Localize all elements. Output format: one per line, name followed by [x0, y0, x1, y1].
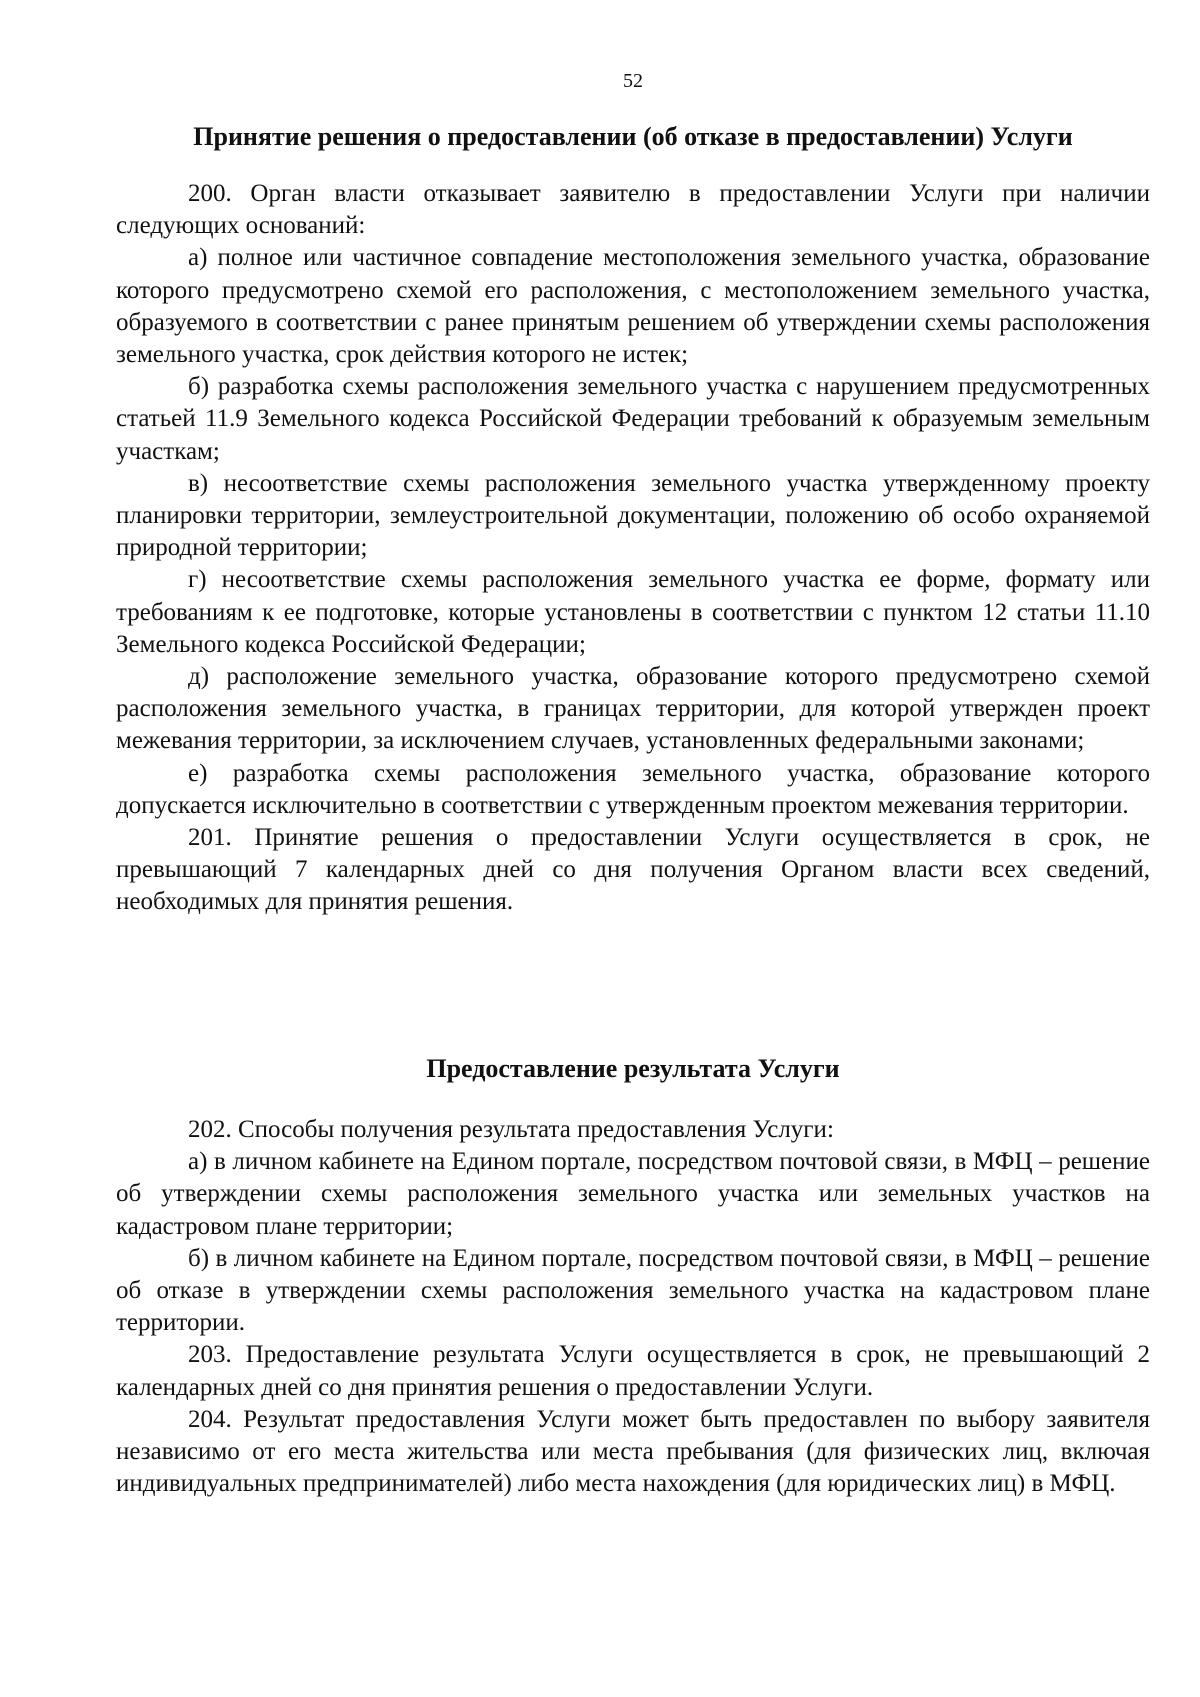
page-number: 52	[623, 70, 643, 92]
paragraph-202-a: а) в личном кабинете на Едином портале, посредством почтовой связи, в МФЦ – решение об утверждении схемы расположения земельного участка или земельных участков на кадастровом плане территории;	[116, 1148, 1150, 1240]
paragraph-204: 204. Результат предоставления Услуги может быть предоставлен по выбору заявителя независимо от его места жительства или места пребывания (для физических лиц, включая индивидуальных предпринимателей) либо места нахождения (для юридических лиц) в МФЦ.	[116, 1405, 1150, 1498]
paragraph-200-d: д) расположение земельного участка, образование которого предусмотрено схемой расположения земельного участка, в границах территории, для которой утвержден проект межевания территории, за исключением случаев, установленных федеральными законами;	[116, 663, 1150, 755]
paragraph-200: 200. Орган власти отказывает заявителю в предоставлении Услуги при наличии следующих оснований:	[116, 180, 1150, 240]
section-result	[116, 1054, 1150, 1500]
section-title: Предоставление результата Услуги	[426, 1054, 840, 1083]
paragraph-201: 201. Принятие решения о предоставлении Услуги осуществляется в срок, не превышающий 7 календарных дней со дня получения Органом власти всех сведений, необходимых для принятия решения.	[116, 824, 1150, 916]
document-page	[116, 0, 1150, 1697]
section-decision	[116, 122, 1150, 919]
paragraph-203: 203. Предоставление результата Услуги осуществляется в срок, не превышающий 2 календарных дней со дня принятия решения о предоставлении Услуги.	[116, 1341, 1150, 1401]
paragraph-200-a: а) полное или частичное совпадение местоположения земельного участка, образование которого предусмотрено схемой его расположения, с местоположением земельного участка, образуемого в соответствии с ранее принятым решением об утверждении схемы расположения земельного участка, срок действия которого не истек;	[116, 244, 1150, 369]
paragraph-200-b: б) разработка схемы расположения земельного участка с нарушением предусмотренных статьей 11.9 Земельного кодекса Российской Федерации требований к образуемым земельным участкам;	[116, 373, 1150, 465]
paragraph-200-g: г) несоответствие схемы расположения земельного участка ее форме, формату или требованиям к ее подготовке, которые установлены в соответствии с пунктом 12 статьи 11.10 Земельного кодекса Российской Федерации;	[116, 566, 1150, 658]
paragraph-200-v: в) несоответствие схемы расположения земельного участка утвержденному проекту планировки территории, землеустроительной документации, положению об особо охраняемой природной территории;	[116, 469, 1150, 562]
paragraph-202-b: б) в личном кабинете на Едином портале, посредством почтовой связи, в МФЦ – решение об отказе в утверждении схемы расположения земельного участка на кадастровом плане территории.	[116, 1244, 1150, 1337]
paragraph-202: 202. Способы получения результата предоставления Услуги:	[188, 1116, 834, 1143]
paragraph-200-e: е) разработка схемы расположения земельного участка, образование которого допускается исключительно в соответствии с утвержденным проектом межевания территории.	[116, 759, 1150, 819]
section-title: Принятие решения о предоставлении (об отказе в предоставлении) Услуги	[193, 122, 1073, 151]
